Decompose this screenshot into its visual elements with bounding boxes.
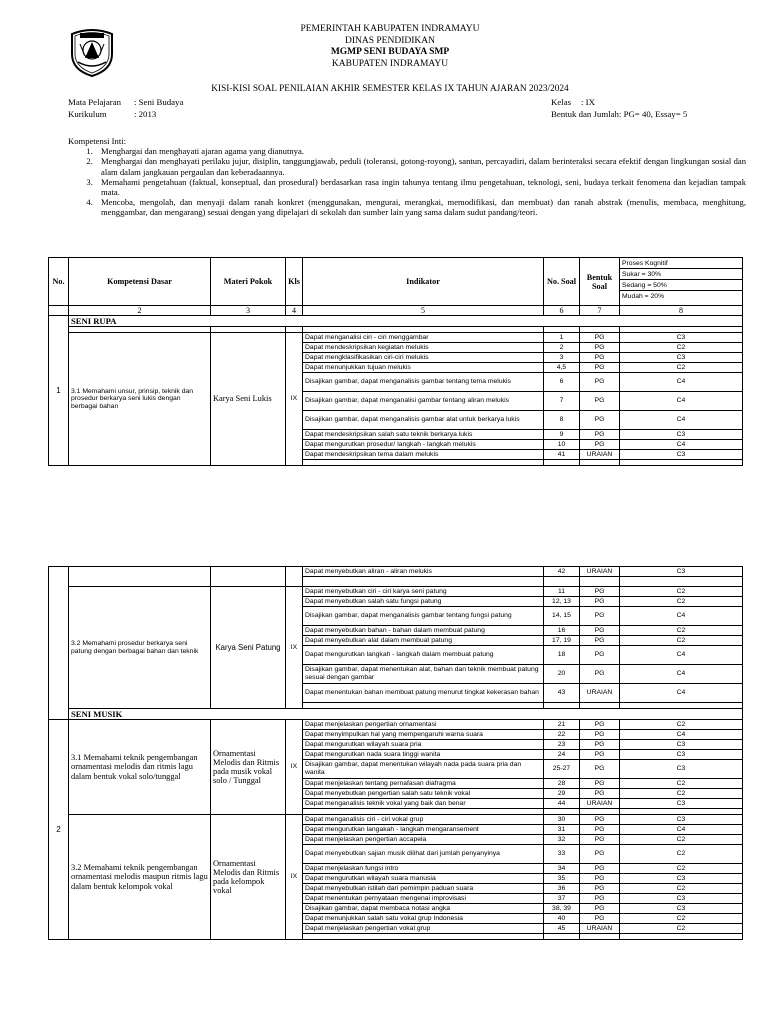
no-soal-cell: 23 xyxy=(544,740,580,750)
bentuk-soal-cell: PG xyxy=(580,363,620,373)
kognitif-cell: C2 xyxy=(620,845,743,864)
kognitif-cell: C2 xyxy=(620,924,743,934)
kognitif-cell: C4 xyxy=(620,825,743,835)
materi-pokok-cell-cont xyxy=(211,567,286,587)
empty-cell xyxy=(580,934,620,940)
kelas-label: Kelas xyxy=(551,97,572,107)
bentuk-soal-cell: PG xyxy=(580,636,620,646)
kognitif-cell: C2 xyxy=(620,779,743,789)
indikator-cell: Dapat menyimpulkan hal yang mempengaruhi warna suara xyxy=(303,730,544,740)
kelas-cell-cont xyxy=(286,567,303,587)
kognitif-cell: C3 xyxy=(620,799,743,809)
kompetensi-dasar-cell: 3.2 Memahami prosedur berkarya seni patung dengan berbagai bahan dan teknik xyxy=(69,587,211,709)
no-soal-cell: 45 xyxy=(544,924,580,934)
kognitif-cell: C3 xyxy=(620,894,743,904)
empty-cell xyxy=(620,460,743,466)
kognitif-cell: C4 xyxy=(620,392,743,411)
column-number-row xyxy=(49,306,743,316)
letterhead xyxy=(200,24,580,70)
no-soal-cell: 18 xyxy=(544,646,580,665)
indikator-cell: Disajikan gambar, dapat menentukan wilayah nada pada suara pria dan wanita xyxy=(303,760,544,779)
no-soal-cell: 28 xyxy=(544,779,580,789)
no-soal-cell: 38, 39 xyxy=(544,904,580,914)
bentuk-soal-cell: PG xyxy=(580,750,620,760)
bentuk-soal-cell: PG xyxy=(580,411,620,430)
materi-pokok-cell: Karya Seni Lukis xyxy=(211,333,286,466)
ki-item: 3. Memahami pengetahuan (faktual, konseptual, dan prosedural) berdasarkan rasa ingin tahunya tentang ilmu pengetahuan, teknologi, seni, budaya terkait fenomena dan kejadian tampak mata. xyxy=(95,177,746,197)
kurikulum-value: : 2013 xyxy=(134,108,157,119)
col-no-soal: No. Soal xyxy=(544,258,580,306)
col-num: 8 xyxy=(620,306,743,316)
no-soal-cell: 43 xyxy=(544,684,580,703)
indikator-cell: Dapat mengurutkan wilayah suara pria xyxy=(303,740,544,750)
indikator-cell: Dapat menjelaskan pengertian ornamentasi xyxy=(303,720,544,730)
materi-pokok-cell: Karya Seni Patung xyxy=(211,587,286,709)
kelas-value: : IX xyxy=(581,97,595,107)
no-soal-cell: 4,5 xyxy=(544,363,580,373)
no-soal-cell: 34 xyxy=(544,864,580,874)
empty-cell xyxy=(303,577,544,587)
no-soal-cell: 7 xyxy=(544,392,580,411)
bentuk-jumlah: Bentuk dan Jumlah: PG= 40, Essay= 5 xyxy=(551,108,688,119)
no-soal-cell: 16 xyxy=(544,626,580,636)
no-soal-cell: 42 xyxy=(544,567,580,577)
kognitif-cell: C3 xyxy=(620,567,743,577)
no-soal-cell: 9 xyxy=(544,430,580,440)
bentuk-soal-cell: PG xyxy=(580,343,620,353)
kognitif-cell: C4 xyxy=(620,684,743,703)
no-soal-cell: 44 xyxy=(544,799,580,809)
bentuk-soal-cell: PG xyxy=(580,789,620,799)
bentuk-soal-cell: PG xyxy=(580,373,620,392)
bentuk-soal-cell: PG xyxy=(580,430,620,440)
indikator-cell: Dapat mengurutkan langkah - langkah dalam membuat patung xyxy=(303,646,544,665)
col-num: 4 xyxy=(286,306,303,316)
indikator-cell: Dapat menyebutkan ciri - ciri karya seni patung xyxy=(303,587,544,597)
col-num: 2 xyxy=(69,306,211,316)
col-kompetensi-dasar: Kompetensi Dasar xyxy=(69,258,211,306)
ki-item: 1. Menghargai dan menghayati ajaran agama yang dianutnya. xyxy=(95,146,746,156)
indikator-cell: Dapat mendeskripsikan salah satu teknik berkarya lukis xyxy=(303,430,544,440)
kognitif-cell: C4 xyxy=(620,440,743,450)
meta-right xyxy=(551,97,687,120)
indikator-cell: Disajikan gambar, dapat menganalisis gambar alat untuk berkarya lukis xyxy=(303,411,544,430)
indramayu-crest-logo xyxy=(66,24,118,78)
bentuk-soal-cell: URAIAN xyxy=(580,799,620,809)
no-soal-cell: 21 xyxy=(544,720,580,730)
kognitif-cell: C3 xyxy=(620,904,743,914)
bentuk-soal-cell: PG xyxy=(580,874,620,884)
indikator-cell: Dapat mendeskripsikan tema dalam melukis xyxy=(303,450,544,460)
no-soal-cell: 3 xyxy=(544,353,580,363)
kisi-table-page-2 xyxy=(48,566,743,940)
kompetensi-inti xyxy=(68,136,746,218)
kelas-cell: IX xyxy=(286,815,303,940)
table-row xyxy=(49,567,743,577)
meta-left xyxy=(68,97,183,120)
indikator-cell: Disajikan gambar, dapat menganalisis gambar tentang tema melukis xyxy=(303,373,544,392)
indikator-cell: Dapat menyebutkan istilah dari pemimpin paduan suara xyxy=(303,884,544,894)
no-soal-cell: 30 xyxy=(544,815,580,825)
kognitif-cell: C3 xyxy=(620,450,743,460)
empty-cell xyxy=(620,577,743,587)
table-row xyxy=(49,333,743,343)
kelas-cell: IX xyxy=(286,720,303,815)
bentuk-soal-cell: PG xyxy=(580,646,620,665)
bentuk-soal-cell: PG xyxy=(580,760,620,779)
col-kls: Kls xyxy=(286,258,303,306)
col-proses-kognitif xyxy=(620,258,743,306)
no-soal-cell: 11 xyxy=(544,587,580,597)
kompetensi-dasar-cell: 3.1 Memahami unsur, prinsip, teknik dan prosedur berkarya seni lukis dengan berbagai bahan xyxy=(69,333,211,466)
bentuk-soal-cell: PG xyxy=(580,333,620,343)
no-soal-cell: 36 xyxy=(544,884,580,894)
bentuk-soal-cell: PG xyxy=(580,914,620,924)
indikator-cell: Dapat menyebutkan pengertian salah satu teknik vokal xyxy=(303,789,544,799)
bentuk-soal-cell: URAIAN xyxy=(580,924,620,934)
kognitif-cell: C3 xyxy=(620,740,743,750)
bentuk-soal-cell: URAIAN xyxy=(580,450,620,460)
header-line-1: PEMERINTAH KABUPATEN INDRAMAYU xyxy=(300,24,480,34)
kognitif-cell: C3 xyxy=(620,874,743,884)
col-bentuk-soal: Bentuk Soal xyxy=(580,258,620,306)
no-soal-cell: 2 xyxy=(544,343,580,353)
no-soal-cell: 41 xyxy=(544,450,580,460)
indikator-cell: Disajikan gambar, dapat membaca notasi angka xyxy=(303,904,544,914)
bentuk-soal-cell: PG xyxy=(580,884,620,894)
empty-cell xyxy=(544,577,580,587)
ki-heading: Kompetensi Inti: xyxy=(68,136,126,146)
bentuk-soal-cell: PG xyxy=(580,740,620,750)
kognitif-cell: C3 xyxy=(620,815,743,825)
bentuk-soal-cell: PG xyxy=(580,607,620,626)
no-soal-cell: 6 xyxy=(544,373,580,392)
indikator-cell: Dapat menjelaskan pengertian accapela xyxy=(303,835,544,845)
kognitif-title: Proses Kognitif xyxy=(620,258,742,269)
section-row xyxy=(49,709,743,720)
indikator-cell: Dapat menyebutkan bahan - bahan dalam membuat patung xyxy=(303,626,544,636)
empty-cell xyxy=(303,934,544,940)
kognitif-cell: C2 xyxy=(620,914,743,924)
indikator-cell: Dapat menunjukkan tujuan melukis xyxy=(303,363,544,373)
col-num: 6 xyxy=(544,306,580,316)
bentuk-soal-cell: PG xyxy=(580,845,620,864)
indikator-cell: Dapat menganalisis ciri - ciri vokal grup xyxy=(303,815,544,825)
mapel-value: : Seni Budaya xyxy=(134,97,184,107)
document-title: KISI-KISI SOAL PENILAIAN AKHIR SEMESTER KELAS IX TAHUN AJARAN 2023/2024 xyxy=(211,84,569,94)
indikator-cell: Disajikan gambar, dapat menentukan alat, bahan dan teknik membuat patung sesuai dengan gambar xyxy=(303,665,544,684)
col-indikator: Indikator xyxy=(303,258,544,306)
bentuk-soal-cell: PG xyxy=(580,730,620,740)
no-soal-cell: 20 xyxy=(544,665,580,684)
table-row xyxy=(49,587,743,597)
bentuk-soal-cell: PG xyxy=(580,597,620,607)
no-soal-cell: 31 xyxy=(544,825,580,835)
ki-list xyxy=(68,146,746,217)
no-soal-cell: 22 xyxy=(544,730,580,740)
page-2 xyxy=(0,562,768,1024)
bentuk-soal-cell: PG xyxy=(580,825,620,835)
kognitif-cell: C4 xyxy=(620,411,743,430)
bentuk-soal-cell: PG xyxy=(580,720,620,730)
indikator-cell: Dapat menyebutkan alat dalam membuat patung xyxy=(303,636,544,646)
kompetensi-dasar-cell: 3.2 Memahami teknik pengembangan ornamentasi melodis maupun ritmis lagu dalam bentuk kelompok vokal xyxy=(69,815,211,940)
indikator-cell: Dapat mengurutkan wilayah suara manusia xyxy=(303,874,544,884)
indikator-cell: Dapat menunjukkan salah satu vokal grup Indonesia xyxy=(303,914,544,924)
mapel-label: Mata Pelajaran xyxy=(68,97,122,107)
header-line-4: KABUPATEN INDRAMAYU xyxy=(331,58,449,69)
kognitif-cell: C3 xyxy=(620,333,743,343)
kognitif-cell: C2 xyxy=(620,835,743,845)
indikator-cell: Dapat menyebutkan sajian musik dilihat dari jumlah penyanyinya xyxy=(303,845,544,864)
col-num: 5 xyxy=(303,306,544,316)
bentuk-soal-cell: PG xyxy=(580,626,620,636)
bentuk-soal-cell: PG xyxy=(580,587,620,597)
indikator-cell: Dapat menyebutkan salah satu fungsi patung xyxy=(303,597,544,607)
materi-pokok-cell: Ornamentasi Melodis dan Ritmis pada musik vokal solo / Tunggal xyxy=(211,720,286,815)
kognitif-cell: C4 xyxy=(620,607,743,626)
bentuk-soal-cell: PG xyxy=(580,353,620,363)
bentuk-soal-cell: PG xyxy=(580,779,620,789)
table-row xyxy=(49,720,743,730)
col-materi-pokok: Materi Pokok xyxy=(211,258,286,306)
kognitif-cell: C2 xyxy=(620,864,743,874)
row-number-2: 2 xyxy=(49,720,69,940)
bentuk-soal-cell: PG xyxy=(580,440,620,450)
indikator-cell: Dapat menentukan bahan membuat patung menurut tingkat kekerasan bahan xyxy=(303,684,544,703)
col-num: 3 xyxy=(211,306,286,316)
kurikulum-label: Kurikulum xyxy=(68,108,107,119)
kelas-cell: IX xyxy=(286,587,303,709)
table-header-row xyxy=(49,258,743,306)
materi-pokok-cell: Ornamentasi Melodis dan Ritmis pada kelompok vokal xyxy=(211,815,286,940)
ki-item: 4. Mencoba, mengolah, dan menyaji dalam ranah konkret (menggunakan, mengurai, merangkai, memodifikasi, dan membuat) dan ranah abstrak (menulis, membaca, menghitung, menggambar, dan mengarang) sesuai dengan yang dipelajari di sekolah dan sumber lain yang sama dalam sudut pandang/teori. xyxy=(95,197,746,217)
kognitif-cell: C2 xyxy=(620,720,743,730)
row-number-cont xyxy=(49,567,69,720)
no-soal-cell: 29 xyxy=(544,789,580,799)
kognitif-cell: C4 xyxy=(620,730,743,740)
bentuk-soal-cell: PG xyxy=(580,665,620,684)
no-soal-cell: 33 xyxy=(544,845,580,864)
col-num: 7 xyxy=(580,306,620,316)
section-row xyxy=(49,316,743,327)
col-no: No. xyxy=(49,258,69,306)
kognitif-cell: C2 xyxy=(620,626,743,636)
indikator-cell: Dapat mengklasifikasikan ciri-ciri melukis xyxy=(303,353,544,363)
empty-cell xyxy=(544,934,580,940)
section-title: SENI MUSIK xyxy=(69,709,743,720)
row-number-1: 1 xyxy=(49,316,69,466)
no-soal-cell: 35 xyxy=(544,874,580,884)
bentuk-soal-cell: URAIAN xyxy=(580,567,620,577)
indikator-cell: Dapat mengurutkan prosedur/ langkah - langkah melukis xyxy=(303,440,544,450)
empty-cell xyxy=(620,934,743,940)
page-1 xyxy=(0,0,768,500)
kognitif-sedang: Sedang = 50% xyxy=(620,280,742,291)
col-num xyxy=(49,306,69,316)
kognitif-cell: C2 xyxy=(620,363,743,373)
no-soal-cell: 40 xyxy=(544,914,580,924)
indikator-cell: Dapat menyebutkan aliran - aliran melukis xyxy=(303,567,544,577)
no-soal-cell: 17, 19 xyxy=(544,636,580,646)
indikator-cell: Dapat menentukan pernyataan mengenai improvisasi xyxy=(303,894,544,904)
indikator-cell: Dapat mengurutkan langakah - langkah mengaransement xyxy=(303,825,544,835)
bentuk-soal-cell: PG xyxy=(580,894,620,904)
ki-item: 2. Menghargai dan menghayati perilaku jujur, disiplin, tanggungjawab, peduli (toleransi, gotong-royong), santun, percayadiri, dalam berinteraksi secara efektif dengan lingkungan sosial dan alam dalam jangkauan pergaulan dan keberadaannya. xyxy=(95,156,746,176)
kognitif-cell: C3 xyxy=(620,760,743,779)
indikator-cell: Dapat menjelaskan pengertian vokal grup xyxy=(303,924,544,934)
no-soal-cell: 10 xyxy=(544,440,580,450)
indikator-cell: Dapat mendeskripsikan kegiatan melukis xyxy=(303,343,544,353)
no-soal-cell: 25-27 xyxy=(544,760,580,779)
indikator-cell: Disajikan gambar, dapat menganalisi gambar tentang aliran melukis xyxy=(303,392,544,411)
bentuk-soal-cell: PG xyxy=(580,835,620,845)
kognitif-cell: C4 xyxy=(620,646,743,665)
bentuk-soal-cell: PG xyxy=(580,904,620,914)
header-line-2: DINAS PENDIDIKAN xyxy=(345,35,435,46)
no-soal-cell: 12, 13 xyxy=(544,597,580,607)
indikator-cell: Disajikan gambar, dapat menganalisis gambar tentang fungsi patung xyxy=(303,607,544,626)
empty-cell xyxy=(580,577,620,587)
empty-cell xyxy=(303,460,544,466)
empty-cell xyxy=(544,460,580,466)
kognitif-mudah: Mudah = 20% xyxy=(622,292,665,300)
no-soal-cell: 1 xyxy=(544,333,580,343)
no-soal-cell: 8 xyxy=(544,411,580,430)
kognitif-cell: C3 xyxy=(620,430,743,440)
kognitif-cell: C4 xyxy=(620,665,743,684)
bentuk-soal-cell: URAIAN xyxy=(580,684,620,703)
bentuk-soal-cell: PG xyxy=(580,864,620,874)
kelas-cell: IX xyxy=(286,333,303,466)
kognitif-cell: C2 xyxy=(620,789,743,799)
bentuk-soal-cell: PG xyxy=(580,815,620,825)
kognitif-cell: C2 xyxy=(620,884,743,894)
indikator-cell: Dapat menjelaskan tentang pernafasan diafragma xyxy=(303,779,544,789)
indikator-cell: Dapat mengurutkan nada suara tinggi wanita xyxy=(303,750,544,760)
indikator-cell: Dapat menganalisi ciri - ciri menggambar xyxy=(303,333,544,343)
kognitif-cell: C3 xyxy=(620,750,743,760)
table-row xyxy=(49,815,743,825)
kognitif-cell: C2 xyxy=(620,343,743,353)
section-title: SENI RUPA xyxy=(69,316,743,327)
kognitif-cell: C2 xyxy=(620,636,743,646)
kognitif-cell: C3 xyxy=(620,353,743,363)
bentuk-soal-cell: PG xyxy=(580,392,620,411)
kompetensi-dasar-cell: 3.1 Memahami teknik pengembangan ornamentasi melodis dan ritmis lagu dalam bentuk vokal solo/tunggal xyxy=(69,720,211,815)
no-soal-cell: 14, 15 xyxy=(544,607,580,626)
header-line-3: MGMP SENI BUDAYA SMP xyxy=(330,47,450,57)
kognitif-cell: C2 xyxy=(620,587,743,597)
no-soal-cell: 24 xyxy=(544,750,580,760)
no-soal-cell: 37 xyxy=(544,894,580,904)
kisi-table-page-1 xyxy=(48,257,743,466)
indikator-cell: Dapat menganalisis teknik vokal yang baik dan benar xyxy=(303,799,544,809)
indikator-cell: Dapat menjelaskan fungsi intro xyxy=(303,864,544,874)
no-soal-cell: 32 xyxy=(544,835,580,845)
kompetensi-dasar-cell-cont xyxy=(69,567,211,587)
kognitif-sukar: Sukar = 30% xyxy=(620,269,742,280)
kognitif-cell: C2 xyxy=(620,597,743,607)
kognitif-cell: C4 xyxy=(620,373,743,392)
empty-cell xyxy=(580,460,620,466)
